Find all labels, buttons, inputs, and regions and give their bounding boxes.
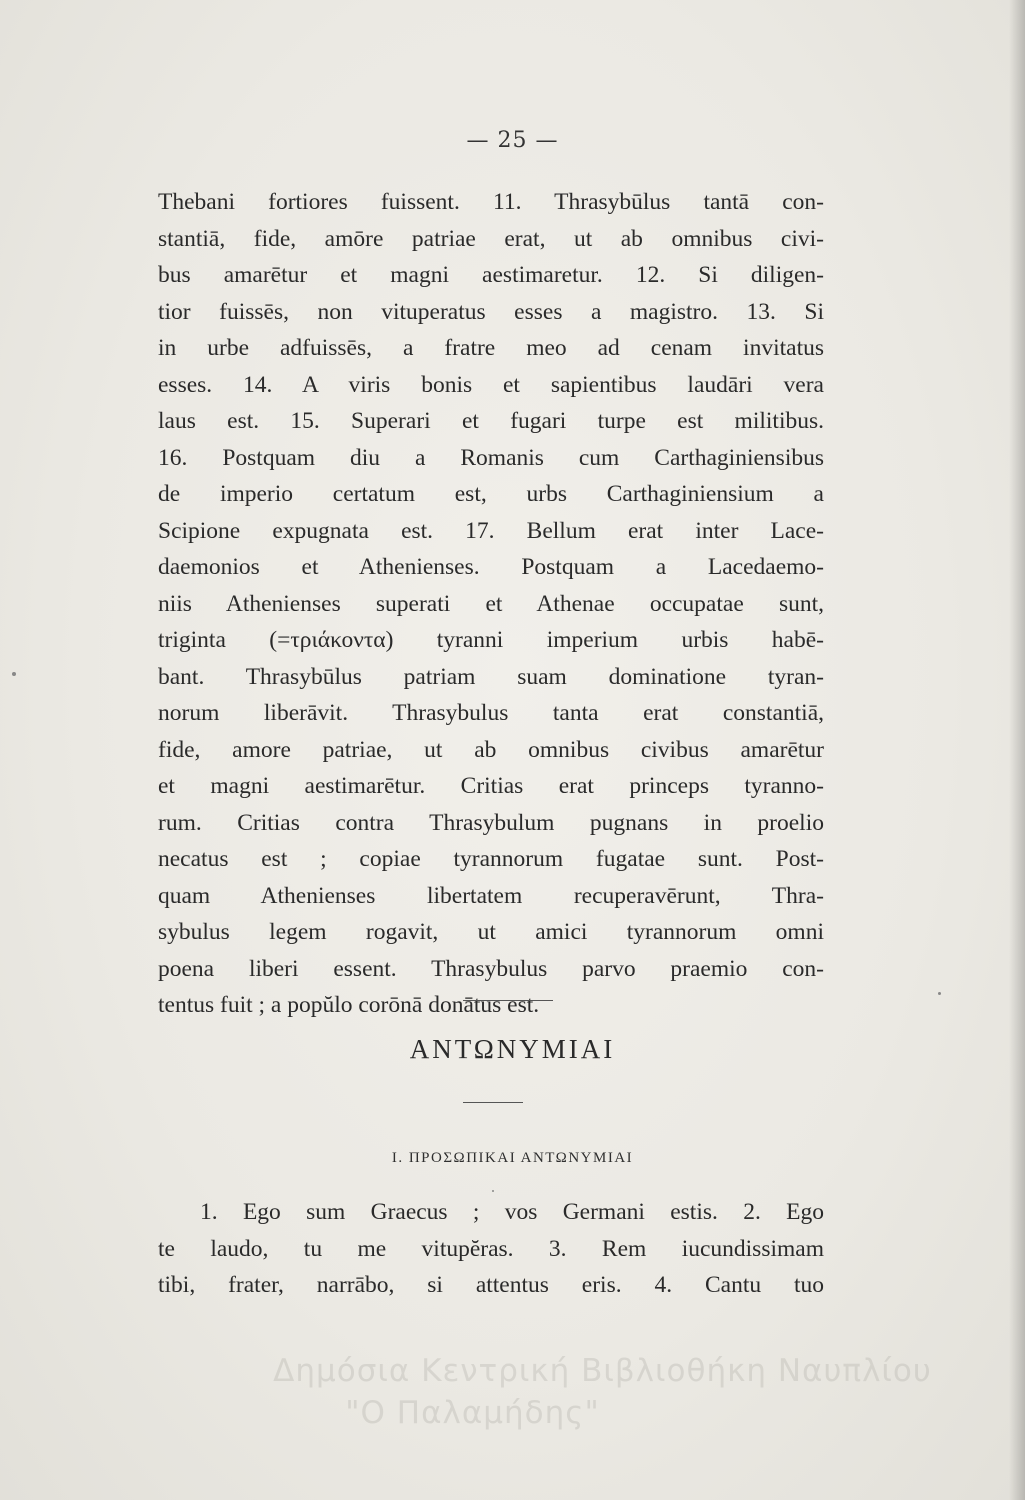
- text-line: Scipione expugnata est. 17. Bellum erat inter Lace-: [158, 517, 824, 544]
- text-line: necatus est ; copiae tyrannorum fugatae sunt. Post-: [158, 846, 824, 872]
- library-watermark-line2: "Ο Παλαμήδης": [345, 1395, 600, 1431]
- main-paragraph: [158, 184, 824, 1024]
- library-watermark-line1: Δημόσια Κεντρική Βιβλιοθήκη Ναυπλίου: [273, 1353, 932, 1389]
- text-line: norum liberāvit. Thrasybulus tanta erat constantiā,: [158, 700, 824, 726]
- paper-speck: [12, 672, 16, 676]
- page-edge-shadow: [1009, 0, 1025, 1500]
- text-line: tior fuissēs, non vituperatus esses a magistro. 13. Si: [158, 298, 824, 325]
- text-line: fide, amore patriae, ut ab omnibus civibus amarētur: [158, 736, 824, 763]
- section-divider-bottom: [463, 1102, 523, 1103]
- text-line: rum. Critias contra Thrasybulum pugnans in proelio: [158, 809, 824, 836]
- paper-speck: [938, 992, 941, 995]
- text-line: 1. Ego sum Graecus ; vos Germani estis. 2. Ego: [200, 1199, 824, 1225]
- text-line: sybulus legem rogavit, ut amici tyrannorum omni: [158, 919, 824, 945]
- text-line: Thebani fortiores fuissent. 11. Thrasybūlus tantā con-: [158, 189, 824, 215]
- text-line: laus est. 15. Superari et fugari turpe est militibus.: [158, 408, 824, 434]
- paper-speck: [492, 1190, 494, 1192]
- text-line: te laudo, tu me vitupĕras. 3. Rem iucundissimam: [158, 1235, 824, 1262]
- exercise-paragraph: [158, 1194, 824, 1304]
- text-line: tentus fuit ; a popŭlo corōnā donātus est.: [158, 992, 540, 1018]
- text-line: niis Athenienses superati et Athenae occupatae sunt,: [158, 590, 824, 617]
- text-line: quam Athenienses libertatem recuperavērunt, Thra-: [158, 882, 824, 909]
- text-line: de imperio certatum est, urbs Carthaginiensium a: [158, 481, 824, 507]
- text-line: bus amarētur et magni aestimaretur. 12. Si diligen-: [158, 262, 824, 288]
- text-line: 16. Postquam diu a Romanis cum Carthaginiensibus: [158, 444, 824, 471]
- page-number: — 25 —: [466, 128, 559, 153]
- text-line: stantiā, fide, amōre patriae erat, ut ab omnibus civi-: [158, 225, 824, 252]
- text-line: bant. Thrasybūlus patriam suam dominatione tyran-: [158, 663, 824, 690]
- text-line: tibi, frater, narrābo, si attentus eris. 4. Cantu tuo: [158, 1272, 824, 1298]
- text-line: in urbe adfuissēs, a fratre meo ad cenam invitatus: [158, 335, 824, 361]
- section-title: ΑΝΤΩΝΥΜΙΑΙ: [409, 1034, 616, 1064]
- text-line: esses. 14. A viris bonis et sapientibus laudāri vera: [158, 371, 824, 398]
- section-divider-top: [463, 1000, 553, 1001]
- text-line: poena liberi essent. Thrasybulus parvo praemio con-: [158, 955, 824, 982]
- subsection-title: Ι. ΠΡΟΣΩΠΙΚΑΙ ΑΝΤΩΝΥΜΙΑΙ: [391, 1150, 634, 1166]
- text-line: daemonios et Athenienses. Postquam a Lacedaemo-: [158, 554, 824, 580]
- text-line: et magni aestimarētur. Critias erat princeps tyranno-: [158, 773, 824, 799]
- text-line: triginta (=τριάκοντα) tyranni imperium urbis habē-: [158, 627, 824, 653]
